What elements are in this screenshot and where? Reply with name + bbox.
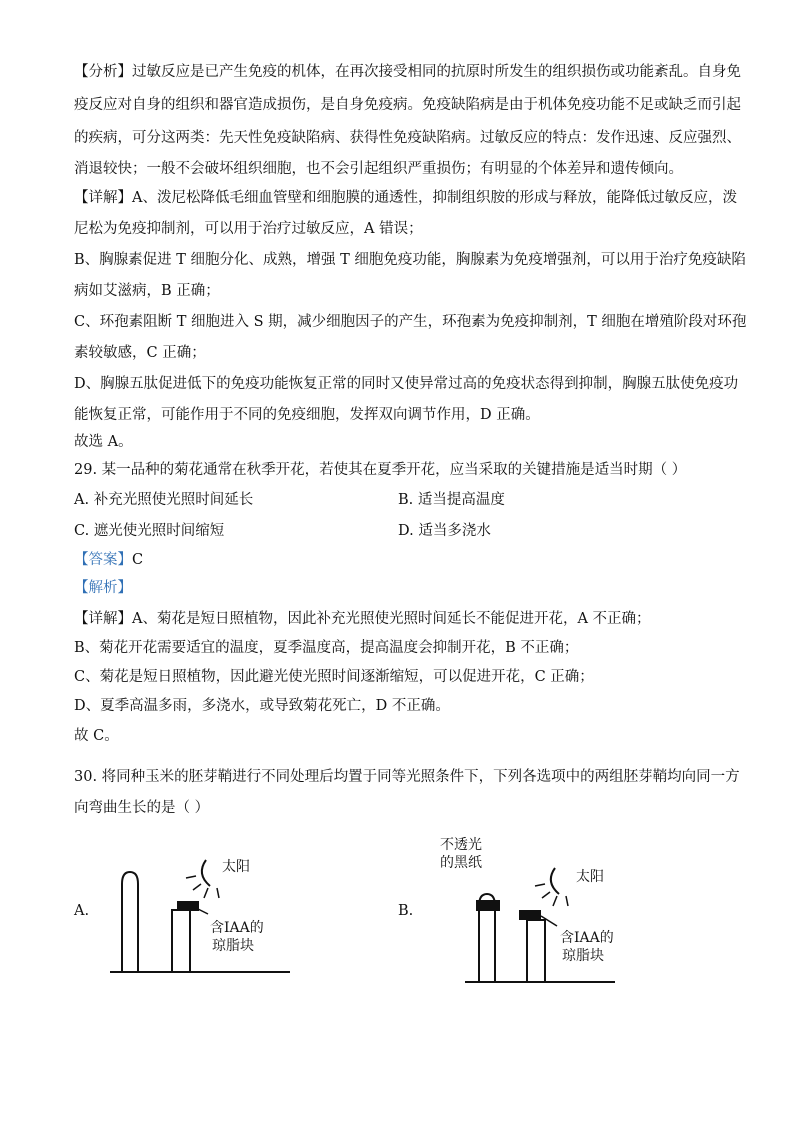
answer-value: C [132, 552, 144, 568]
fig-b-sun-label: 太阳 [576, 869, 604, 885]
analysis-line-3: 的疾病，可分这两类：先天性免疫缺陷病、获得性免疫缺陷病。过敏反应的特点：发作迅速、反应强烈、 [74, 130, 741, 146]
detail-line-6: 素较敏感，C 正确； [74, 345, 206, 361]
q30-stem-line-1: 30. 将同种玉米的胚芽鞘进行不同处理后均置于同等光照条件下，下列各选项中的两组胚芽鞘均向同一方 [74, 769, 740, 785]
fig-b-paper-label-1: 不透光 [440, 837, 482, 853]
q29-detail-line-4: D、夏季高温多雨，多浇水，或导致菊花死亡，D 不正确。 [74, 698, 450, 714]
analysis-tag: 【分析】 [74, 64, 132, 80]
sun-ray-icon [193, 884, 201, 890]
q29-answer [74, 549, 143, 571]
sun-ray-icon [566, 896, 568, 906]
sun-ray-icon [204, 888, 208, 898]
sun-ray-icon [542, 892, 550, 898]
detail-conclusion: 故选 A。 [74, 434, 133, 450]
fig-b-label: B. [398, 903, 414, 919]
sun-ray-icon [535, 884, 545, 886]
detail-line-7: D、胸腺五肽促进低下的免疫功能恢复正常的同时又使异常过高的免疫状态得到抑制，胸腺五肽使免疫功 [74, 376, 739, 392]
fig-b-block-label-2: 琼脂块 [562, 948, 604, 964]
figure-b-diagram [455, 860, 635, 990]
sun-icon [202, 860, 210, 886]
q29-detail-line-1: 【详解】A、菊花是短日照植物，因此补充光照使光照时间延长不能促进开花，A 不正确； [74, 611, 651, 627]
fig-a-sun-label: 太阳 [222, 859, 250, 875]
sun-icon [551, 868, 559, 894]
q29-option-a: A. 补充光照使光照时间延长 [74, 492, 254, 508]
agar-block [177, 901, 199, 911]
q29-stem: 29. 某一品种的菊花通常在秋季开花，若使其在夏季开花，应当采取的关键措施是适当时期（ ） [74, 462, 687, 478]
q30-stem-line-2: 向弯曲生长的是（ ） [74, 800, 210, 816]
q29-option-b: B. 适当提高温度 [398, 492, 505, 508]
fig-b-block-label-1: 含IAA的 [560, 930, 614, 946]
agar-block [519, 910, 541, 920]
fig-b-paper-label-2: 的黑纸 [440, 855, 482, 871]
q29-analysis-tag: 【解析】 [74, 580, 132, 596]
detail-tag: 【详解】 [74, 190, 132, 206]
q29-detail-line-3: C、菊花是短日照植物，因此避光使光照时间逐渐缩短，可以促进开花，C 正确； [74, 669, 594, 685]
answer-tag: 【答案】 [74, 552, 132, 568]
fig-a-label: A. [74, 903, 90, 919]
fig-a-block-label-2: 琼脂块 [212, 938, 254, 954]
detail-line-8: 能恢复正常，可能作用于不同的免疫细胞，发挥双向调节作用，D 正确。 [74, 407, 540, 423]
q29-detail-line-2: B、菊花开花需要适宜的温度，夏季温度高，提高温度会抑制开花，B 不正确； [74, 640, 579, 656]
q29-option-c: C. 遮光使光照时间缩短 [74, 523, 225, 539]
detail-line-1: 【详解】A、泼尼松降低毛细血管壁和细胞膜的通透性，抑制组织胺的形成与释放，能降低过敏反应，泼 [74, 190, 737, 206]
q29-conclusion: 故 C。 [74, 728, 119, 744]
sun-ray-icon [186, 876, 196, 878]
q29-detail-tag: 【详解】 [74, 611, 132, 627]
detail-line-4: 病如艾滋病，B 正确； [74, 283, 220, 299]
detail-line-5: C、环孢素阻断 T 细胞进入 S 期，减少细胞因子的产生，环孢素为免疫抑制剂，T 细胞在增殖阶段对环孢 [74, 314, 747, 330]
figure-a-diagram [100, 840, 300, 980]
q29-option-d: D. 适当多浇水 [398, 523, 491, 539]
sun-ray-icon [217, 888, 219, 898]
detail-line-3: B、胸腺素促进 T 细胞分化、成熟，增强 T 细胞免疫功能，胸腺素为免疫增强剂，可以用于治疗免疫缺陷 [74, 252, 746, 268]
detail-line-2: 尼松为免疫抑制剂，可以用于治疗过敏反应，A 错误； [74, 221, 423, 237]
coleoptile-decapitated [527, 920, 545, 982]
fig-a-block-label-1: 含IAA的 [210, 920, 264, 936]
coleoptile-decapitated [172, 910, 190, 972]
black-paper-cap [476, 900, 500, 911]
sun-ray-icon [553, 896, 557, 906]
coleoptile-intact [122, 872, 138, 972]
analysis-line-4: 消退较快；一般不会破坏组织细胞，也不会引起组织严重损伤；有明显的个体差异和遗传倾向。 [74, 161, 683, 177]
analysis-line-1: 【分析】过敏反应是已产生免疫的机体，在再次接受相同的抗原时所发生的组织损伤或功能紊乱。自身免 [74, 64, 741, 80]
analysis-line-2: 疫反应对自身的组织和器官造成损伤，是自身免疫病。免疫缺陷病是由于机体免疫功能不足或缺乏而引起 [74, 97, 741, 113]
